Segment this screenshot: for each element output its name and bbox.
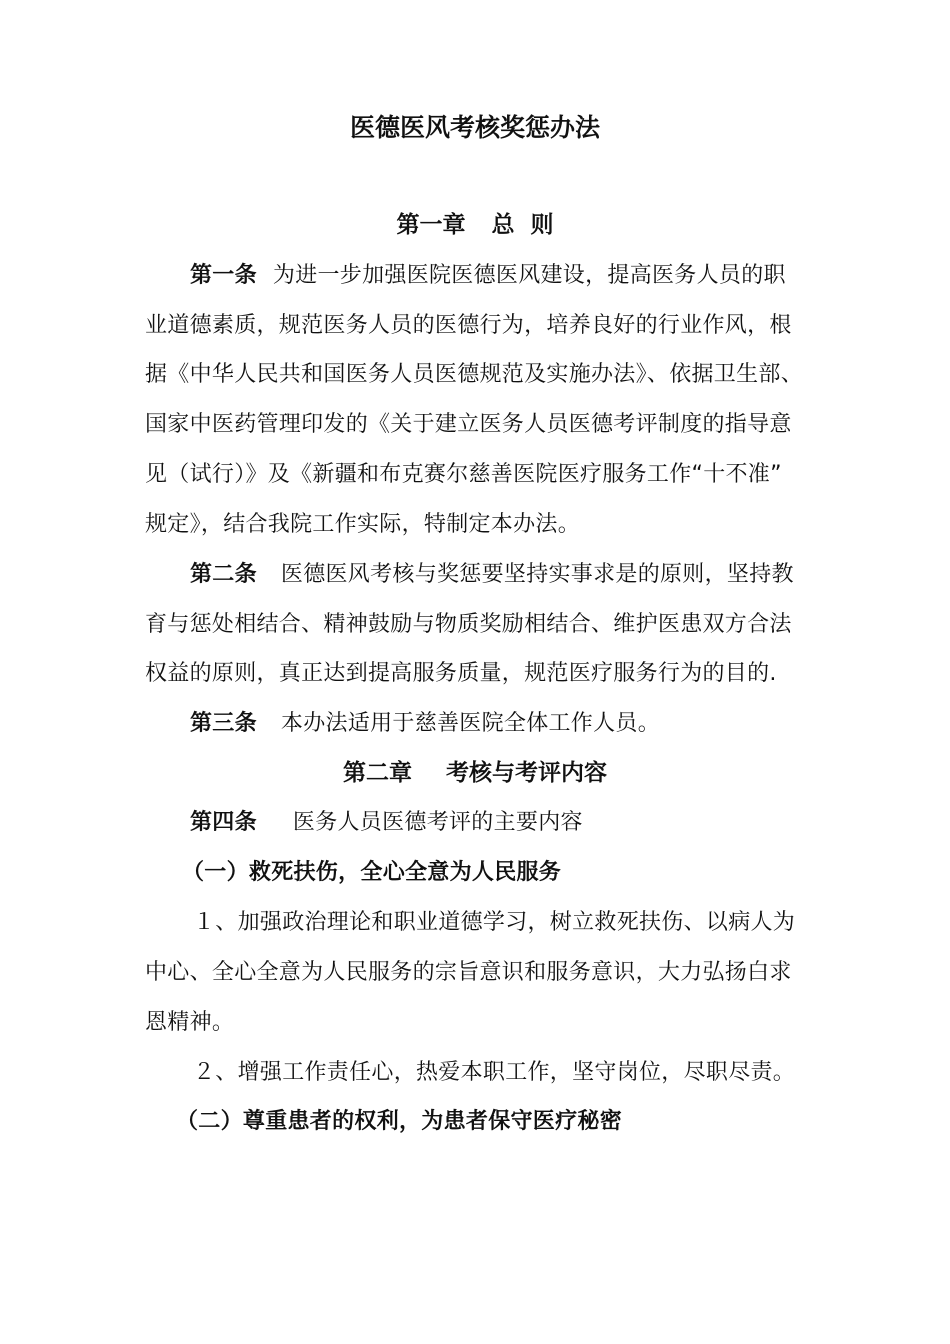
chapter-2-number: 第二章 xyxy=(343,760,412,786)
article-1-line-6: 规定》，结合我院工作实际，特制定本办法。 xyxy=(145,512,581,537)
section-1-item-2: ２、增强工作责任心，热爱本职工作，坚守岗位，尽职尽责。 xyxy=(193,1060,796,1085)
section-2-heading: （二）尊重患者的权利，为患者保守医疗秘密 xyxy=(176,1109,623,1134)
article-1-line-4: 国家中医药管理印发的《关于建立医务人员医德考评制度的指导意 xyxy=(145,412,792,437)
article-4-label: 第四条 xyxy=(190,810,257,835)
chapter-2-heading xyxy=(0,754,950,787)
article-2-line-1 xyxy=(190,557,794,588)
article-3-text: 本办法适用于慈善医院全体工作人员。 xyxy=(280,711,661,736)
article-4-text: 医务人员医德考评的主要内容 xyxy=(292,810,583,835)
article-2-text-1: 医德医风考核与奖惩要坚持实事求是的原则，坚持教 xyxy=(280,562,794,587)
article-4-line xyxy=(190,805,583,836)
section-1-item-1-line-3: 恩精神。 xyxy=(145,1010,235,1035)
chapter-2-name: 考核与考评内容 xyxy=(446,760,607,786)
article-1-line-1 xyxy=(190,258,786,289)
article-3-label: 第三条 xyxy=(190,711,257,736)
article-2-line-3: 权益的原则，真正达到提高服务质量，规范医疗服务行为的目的. xyxy=(145,661,777,686)
section-1-item-1-line-2: 中心、全心全意为人民服务的宗旨意识和服务意识，大力弘扬白求 xyxy=(145,960,792,985)
chapter-1-heading xyxy=(0,206,950,239)
article-3-line xyxy=(190,706,660,737)
article-1-line-2: 业道德素质，规范医务人员的医德行为，培养良好的行业作风，根 xyxy=(145,313,792,338)
article-1-line-5: 见（试行）》及《新疆和布克赛尔慈善医院医疗服务工作“十不准” xyxy=(145,462,782,487)
section-1-item-1-line-1: １、加强政治理论和职业道德学习，树立救死扶伤、以病人为 xyxy=(193,910,796,935)
article-1-text-1: 为进一步加强医院医德医风建设，提高医务人员的职 xyxy=(272,263,786,288)
article-1-line-3: 据《中华人民共和国医务人员医德规范及实施办法》、依据卫生部、 xyxy=(145,362,804,387)
article-2-label: 第二条 xyxy=(190,562,257,587)
article-1-label: 第一条 xyxy=(190,263,257,288)
chapter-1-number: 第一章 xyxy=(396,212,466,238)
section-1-heading: （一）救死扶伤，全心全意为人民服务 xyxy=(182,860,562,885)
article-2-line-2: 育与惩处相结合、精神鼓励与物质奖励相结合、维护医患双方合法 xyxy=(145,612,792,637)
document-title: 医德医风考核奖惩办法 xyxy=(349,113,600,142)
chapter-1-name: 总 则 xyxy=(491,212,554,238)
